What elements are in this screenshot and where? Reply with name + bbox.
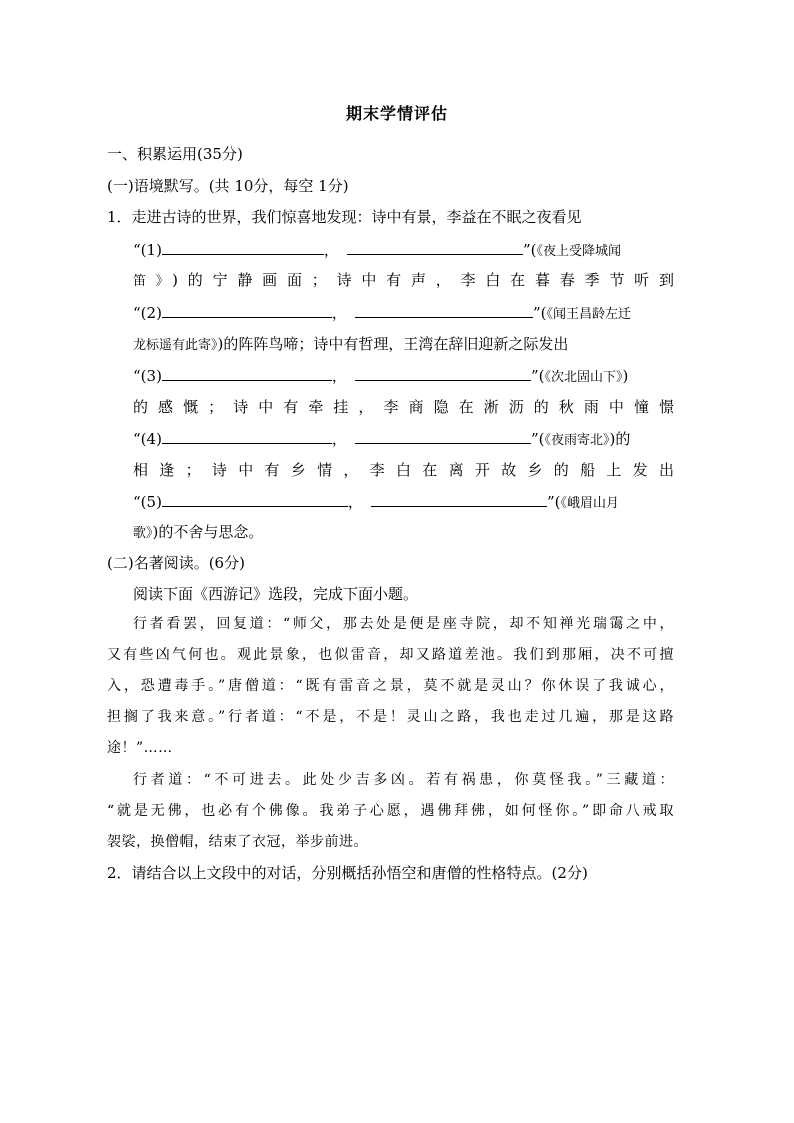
poem-source: 《峨眉山月 xyxy=(560,496,619,511)
answer-blank[interactable] xyxy=(355,365,531,381)
answer-blank[interactable] xyxy=(162,491,348,507)
fill-line-4b: 相逢；诗中有乡情，李白在离开故乡的船上发出 xyxy=(133,461,674,479)
answer-blank[interactable] xyxy=(371,491,547,507)
fill-line-2b: 龙标遥有此寄》)的阵阵鸟啼；诗中有哲理，王湾在辞旧迎新之际发出 xyxy=(133,335,569,353)
fill-line-5b: 歌》)的不舍与思念。 xyxy=(133,523,264,541)
fill-line-2: “(2) ， ”(《闻王昌龄左迁 xyxy=(133,304,631,322)
passage-line: “就是无佛，也必有个佛像。我弟子心愿，遇佛拜佛，如何怪你。”即命八戒取 xyxy=(107,803,674,819)
poem-source: 《闻王昌龄左迁 xyxy=(546,307,631,322)
fill-line-5: “(5) ， ”(《峨眉山月 xyxy=(133,493,619,511)
answer-blank[interactable] xyxy=(355,428,531,444)
poem-source: 《夜上受降城闻 xyxy=(536,244,621,259)
question-intro: 走进古诗的世界，我们惊喜地发现：诗中有景，李益在不眠之夜看见 xyxy=(131,208,582,226)
answer-blank[interactable] xyxy=(162,302,332,318)
passage-line: 途！”…… xyxy=(107,740,173,756)
answer-blank[interactable] xyxy=(162,239,324,255)
passage-line: 又有些凶气何也。观此景象，也似雷音，却又路道差池。我们到那厢，决不可擅 xyxy=(107,647,674,663)
part1-heading: (一)语境默写。(共 10分，每空 1分) xyxy=(107,177,349,195)
question-number: 1．走进古诗的世界，我们惊喜地发现：诗中有景，李益在不眠之夜看见 xyxy=(107,208,582,226)
passage-line: 行者看罢，回复道：“师父，那去处是便是座寺院，却不知禅光瑞霭之中， xyxy=(133,616,674,632)
reading-instruction: 阅读下面《西游记》选段，完成下面小题。 xyxy=(133,585,419,603)
fill-line-4: “(4) ， ”(《夜雨寄北》)的 xyxy=(133,430,631,448)
poem-source: 《次北固山下》 xyxy=(544,370,623,385)
page-title: 期末学情评估 xyxy=(345,104,448,123)
section-heading: 一、积累运用(35分) xyxy=(107,145,243,163)
fill-line-1b: 笛》)的宁静画面；诗中有声，李白在暮春季节听到 xyxy=(133,271,674,289)
answer-blank[interactable] xyxy=(347,239,523,255)
answer-blank[interactable] xyxy=(162,365,332,381)
part2-heading: (二)名著阅读。(6分) xyxy=(107,554,245,572)
poem-source: 《夜雨寄北》 xyxy=(544,433,610,448)
fill-line-3: “(3) ， ”(《次北固山下》) xyxy=(133,367,629,385)
answer-blank[interactable] xyxy=(355,302,533,318)
passage-line: 担搁了我来意。”行者道：“不是，不是！灵山之路，我也走过几遍，那是这路 xyxy=(107,709,674,725)
question-2: 2．请结合以上文段中的对话，分别概括孙悟空和唐僧的性格特点。(2分) xyxy=(107,864,588,882)
passage-line: 入，恐遭毒手。”唐僧道：“既有雷音之景，莫不就是灵山？你休误了我诚心， xyxy=(107,678,674,694)
passage-line: 行者道：“不可进去。此处少吉多凶。若有祸患，你莫怪我。”三藏道： xyxy=(133,772,674,788)
fill-line-1: “(1) ， ”(《夜上受降城闻 xyxy=(133,241,621,259)
fill-line-3b: 的感慨；诗中有牵挂，李商隐在淅沥的秋雨中憧憬 xyxy=(133,398,674,416)
answer-blank[interactable] xyxy=(162,428,332,444)
passage-line: 袈裟，换僧帽，结束了衣冠，举步前进。 xyxy=(107,834,368,850)
